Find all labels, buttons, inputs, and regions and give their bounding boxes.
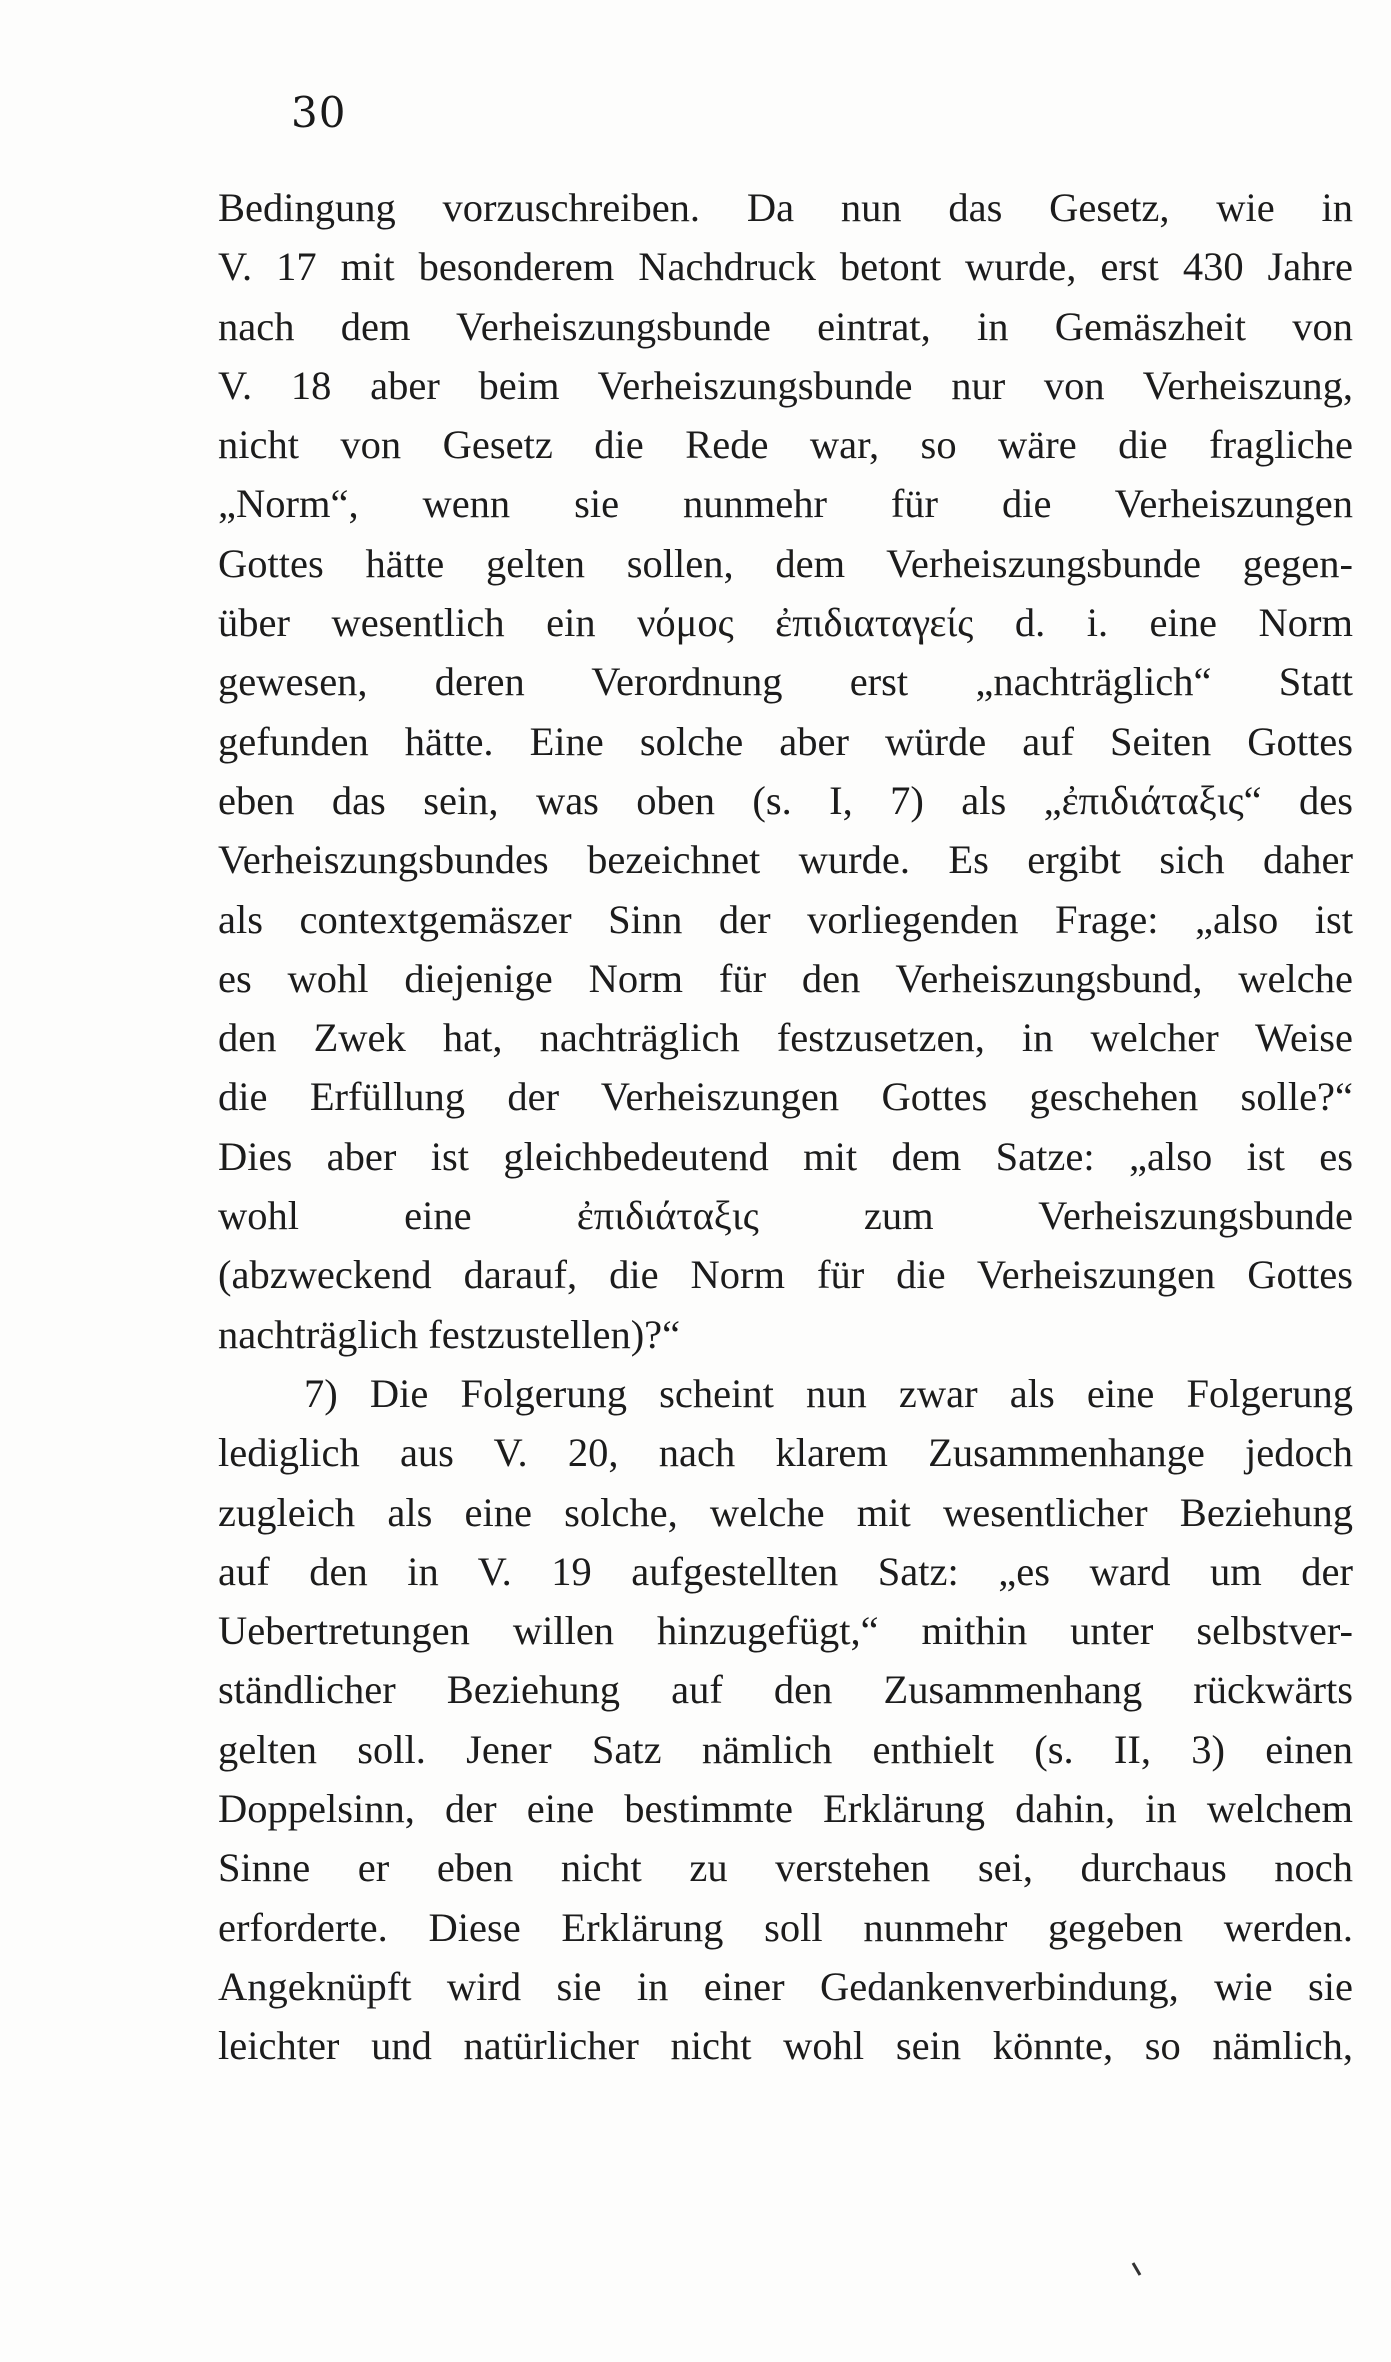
text-line: ständlicher Beziehung auf den Zusammenhang rückwärts xyxy=(218,1667,1353,1713)
text-line: gelten soll. Jener Satz nämlich enthielt (s. II, 3) einen xyxy=(218,1726,1353,1772)
text-line: den Zwek hat, nachträglich festzusetzen, in welcher Weise xyxy=(218,1015,1353,1061)
text-line: über wesentlich ein νόμος ἐπιδιαταγείς d. i. eine Norm xyxy=(218,600,1353,646)
text-line: die Erfüllung der Verheiszungen Gottes geschehen solle?“ xyxy=(218,1074,1353,1120)
text-line: „Norm“, wenn sie nunmehr für die Verheiszungen xyxy=(218,481,1353,527)
text-line: (abzweckend darauf, die Norm für die Verheiszungen Gottes xyxy=(218,1252,1353,1298)
text-line: nicht von Gesetz die Rede war, so wäre die fragliche xyxy=(218,422,1353,468)
text-line: Bedingung vorzuschreiben. Da nun das Gesetz, wie in xyxy=(218,185,1353,230)
text-line: erforderte. Diese Erklärung soll nunmehr gegeben werden. xyxy=(218,1904,1353,1950)
text-line: wohl eine ἐπιδιάταξις zum Verheiszungsbunde xyxy=(218,1193,1353,1239)
text-line: Uebertretungen willen hinzugefügt,“ mithin unter selbstver- xyxy=(218,1608,1353,1654)
text-line: Dies aber ist gleichbedeutend mit dem Satze: „also ist es xyxy=(218,1133,1353,1179)
text-line: nachträglich festzustellen)?“ xyxy=(218,1311,681,1357)
text-line: Angeknüpft wird sie in einer Gedankenverbindung, wie sie xyxy=(218,1963,1353,2009)
text-line: zugleich als eine solche, welche mit wesentlicher Beziehung xyxy=(218,1489,1353,1535)
text-line: als contextgemäszer Sinn der vorliegenden Frage: „also ist xyxy=(218,896,1353,942)
text-line: es wohl diejenige Norm für den Verheiszungsbund, welche xyxy=(218,955,1353,1001)
text-line: gewesen, deren Verordnung erst „nachträglich“ Statt xyxy=(218,659,1353,705)
text-line: gefunden hätte. Eine solche aber würde auf Seiten Gottes xyxy=(218,718,1353,764)
text-line: Gottes hätte gelten sollen, dem Verheiszungsbunde gegen- xyxy=(218,540,1353,586)
text-line: Verheiszungsbundes bezeichnet wurde. Es ergibt sich daher xyxy=(218,837,1353,883)
text-line: nach dem Verheiszungsbunde eintrat, in Gemäszheit von xyxy=(218,303,1353,349)
text-line: auf den in V. 19 aufgestellten Satz: „es ward um der xyxy=(218,1548,1353,1594)
text-line: lediglich aus V. 20, nach klarem Zusammenhange jedoch xyxy=(218,1430,1353,1476)
text-line: Doppelsinn, der eine bestimmte Erklärung dahin, in welchem xyxy=(218,1786,1353,1832)
body-text xyxy=(218,178,1353,2076)
ink-speck xyxy=(1132,2262,1142,2276)
page-number: 30 xyxy=(291,88,347,137)
text-line: V. 18 aber beim Verheiszungsbunde nur von Verheiszung, xyxy=(218,362,1353,408)
text-line: leichter und natürlicher nicht wohl sein könnte, so nämlich, xyxy=(218,2023,1353,2069)
text-line: Sinne er eben nicht zu verstehen sei, durchaus noch xyxy=(218,1845,1353,1891)
text-line: eben das sein, was oben (s. I, 7) als „ἐπιδιάταξις“ des xyxy=(218,777,1353,823)
text-line: V. 17 mit besonderem Nachdruck betont wurde, erst 430 Jahre xyxy=(218,244,1353,290)
text-line: 7) Die Folgerung scheint nun zwar als eine Folgerung xyxy=(304,1370,1353,1416)
